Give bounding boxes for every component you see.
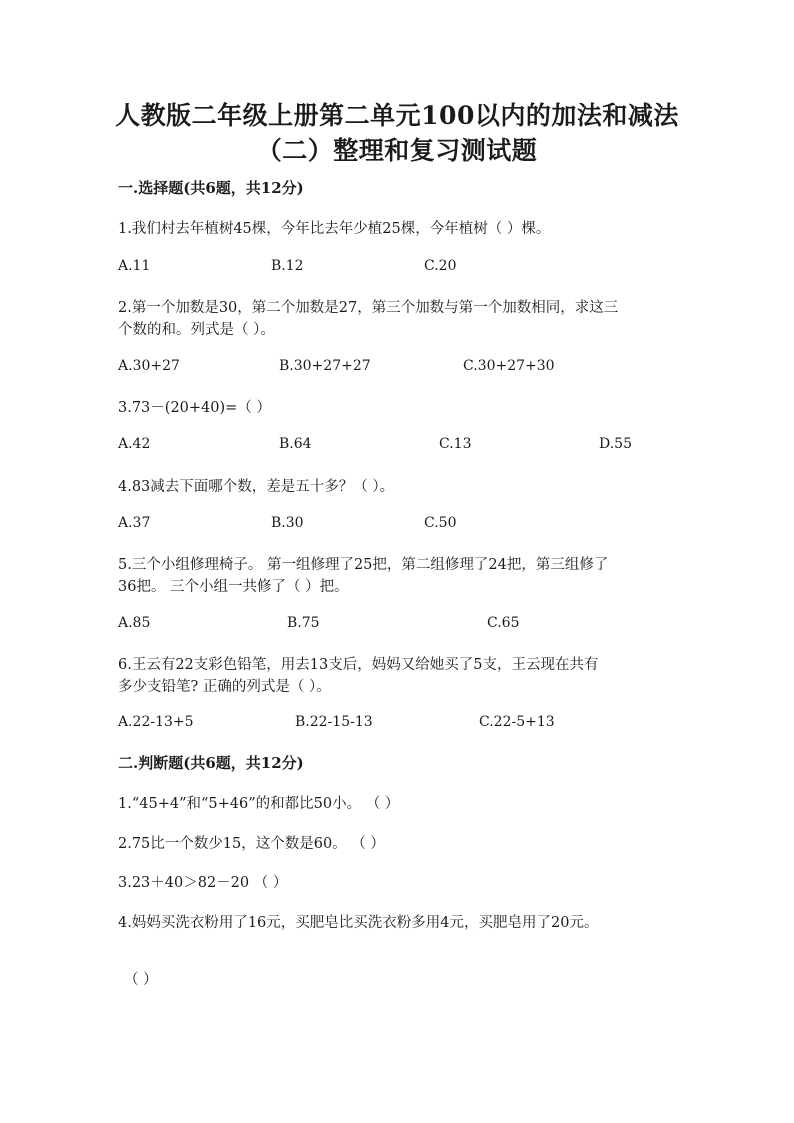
question-4-option-b: B.30 bbox=[271, 515, 304, 531]
question-2-text-line-1: 2.第一个加数是30，第二个加数是27，第三个加数与第一个加数相同，求这三 bbox=[118, 300, 619, 316]
question-1-option-a: A.11 bbox=[118, 258, 151, 274]
question-2-text-line-2: 个数的和。列式是（ ）。 bbox=[118, 322, 275, 338]
question-5-text-line-2: 36把。 三个小组一共修了（ ）把。 bbox=[118, 579, 349, 595]
question-6-option-c: C.22-5+13 bbox=[479, 714, 555, 730]
question-4-text: 4.83减去下面哪个数，差是五十多？（ ）。 bbox=[118, 479, 395, 495]
section-heading-choice: 一.选择题(共6题，共12分) bbox=[118, 179, 304, 197]
page-title-line-1: 人教版二年级上册第二单元100以内的加法和减法 bbox=[115, 101, 679, 130]
question-2-option-c: C.30+27+30 bbox=[463, 358, 555, 374]
question-3-option-a: A.42 bbox=[118, 436, 151, 452]
question-1-text: 1.我们村去年植树45棵，今年比去年少植25棵，今年植树（ ）棵。 bbox=[118, 221, 551, 237]
question-1-option-c: C.20 bbox=[424, 258, 457, 274]
judge-item-4: 4.妈妈买洗衣粉用了16元，买肥皂比买洗衣粉多用4元，买肥皂用了20元。 bbox=[118, 915, 599, 931]
question-3-option-c: C.13 bbox=[439, 436, 472, 452]
judge-item-2: 2.75比一个数少15，这个数是60。 （ ） bbox=[118, 836, 385, 852]
question-1-option-b: B.12 bbox=[271, 258, 304, 274]
question-4-option-c: C.50 bbox=[424, 515, 457, 531]
question-6-option-a: A.22-13+5 bbox=[118, 714, 194, 730]
question-5-option-c: C.65 bbox=[487, 615, 520, 631]
judge-item-1: 1.“45+4”和“5+46”的和都比50小。 （ ） bbox=[118, 796, 400, 812]
question-6-text-line-1: 6.王云有22支彩色铅笔，用去13支后，妈妈又给她买了5支，王云现在共有 bbox=[118, 657, 599, 673]
section-heading-true-false: 二.判断题(共6题，共12分) bbox=[118, 754, 304, 772]
question-3-option-b: B.64 bbox=[279, 436, 312, 452]
question-2-option-a: A.30+27 bbox=[118, 358, 180, 374]
question-6-option-b: B.22-15-13 bbox=[295, 714, 373, 730]
question-5-option-b: B.75 bbox=[287, 615, 320, 631]
question-3-text: 3.73－(20+40)=（ ） bbox=[118, 400, 271, 416]
question-4-option-a: A.37 bbox=[118, 515, 151, 531]
judge-item-3: 3.23＋40＞82－20 （ ） bbox=[118, 875, 288, 891]
page-title-line-2: （二）整理和复习测试题 bbox=[256, 136, 538, 165]
question-5-option-a: A.85 bbox=[118, 615, 151, 631]
question-5-text-line-1: 5.三个小组修理椅子。 第一组修理了25把，第二组修理了24把，第三组修了 bbox=[118, 557, 609, 573]
judge-item-4-answer-blank: （ ） bbox=[124, 972, 158, 988]
question-2-option-b: B.30+27+27 bbox=[279, 358, 371, 374]
question-3-option-d: D.55 bbox=[599, 436, 632, 452]
question-6-text-line-2: 多少支铅笔? 正确的列式是（ ）。 bbox=[118, 679, 331, 695]
